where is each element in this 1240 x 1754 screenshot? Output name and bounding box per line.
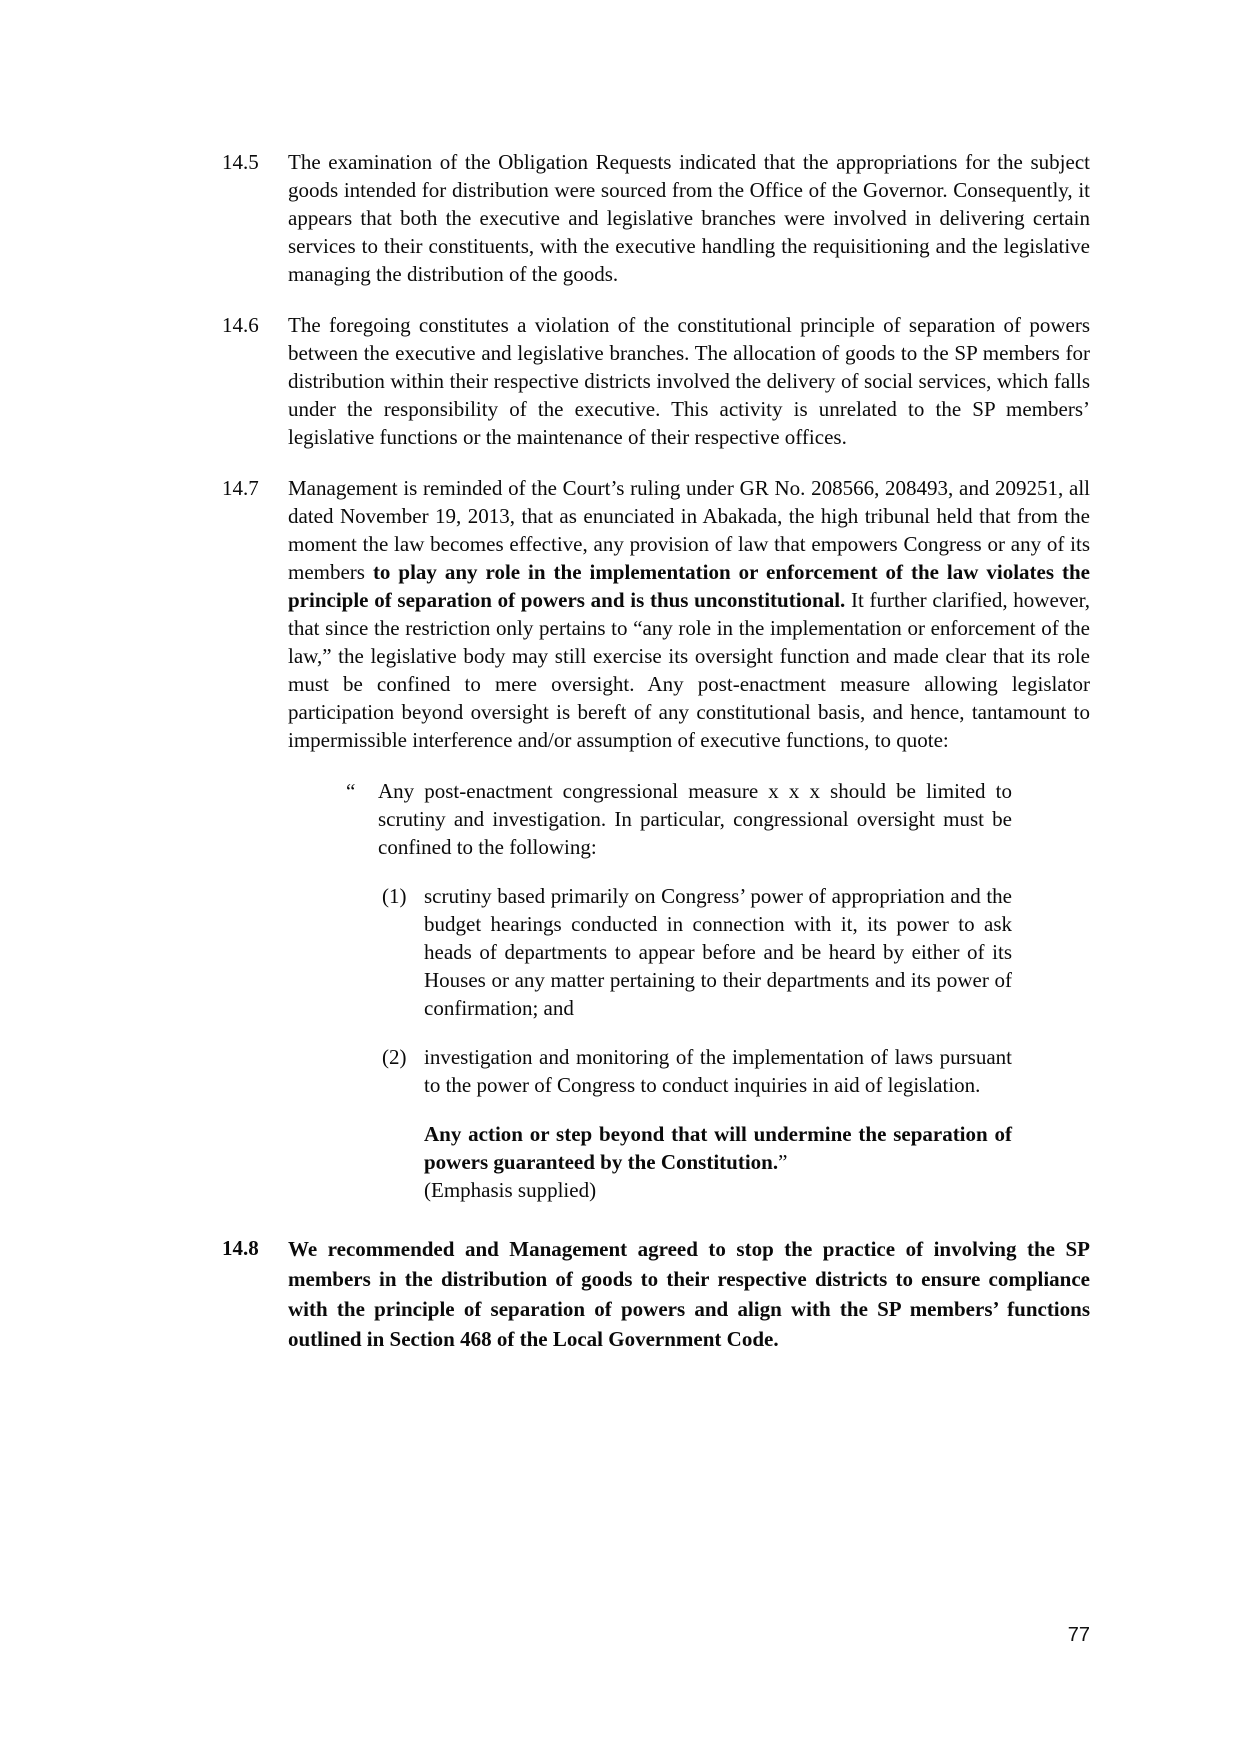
paragraph-number: 14.5 xyxy=(222,150,259,174)
paragraph-number: 14.8 xyxy=(222,1236,259,1260)
list-item-text: scrutiny based primarily on Congress’ power of appropriation and the budget hearings conducted in connection with it, its power to ask heads of departments to appear before and be heard by either of its Houses or any matter pertaining to their departments and its power of confirmation; and xyxy=(424,884,1012,1020)
paragraph-number: 14.6 xyxy=(222,313,259,337)
block-quote-intro-text: Any post-enactment congressional measure x x x should be limited to scrutiny and investigation. In particular, congressional oversight must be confined to the following: xyxy=(378,779,1012,859)
paragraph-14-7 xyxy=(222,474,1090,754)
page-number: 77 xyxy=(1067,1624,1090,1646)
paragraph-number: 14.7 xyxy=(222,476,259,500)
paragraph-text: The examination of the Obligation Requests indicated that the appropriations for the subject goods intended for distribution were sourced from the Office of the Governor. Consequently, it appears that both the executive and legislative branches were involved in delivering certain services to their constituents, with the executive handling the requisitioning and the legislative managing the distribution of the goods. xyxy=(288,150,1090,286)
block-quote-intro xyxy=(346,777,1012,861)
close-quote-mark: ” xyxy=(778,1150,788,1174)
quote-conclusion-bold-text: Any action or step beyond that will undermine the separation of powers guaranteed by the Constitution. xyxy=(424,1122,1012,1174)
emphasis-supplied-note: (Emphasis supplied) xyxy=(424,1178,597,1202)
quote-list-item-1 xyxy=(382,882,1012,1022)
list-item-text: investigation and monitoring of the implementation of laws pursuant to the power of Congress to conduct inquiries in aid of legislation. xyxy=(424,1045,1012,1097)
list-item-marker: (1) xyxy=(382,884,407,908)
list-item-marker: (2) xyxy=(382,1045,407,1069)
quote-list-item-2 xyxy=(382,1043,1012,1099)
paragraph-14-5 xyxy=(222,148,1090,288)
quote-conclusion xyxy=(424,1120,1012,1176)
paragraph-text: The foregoing constitutes a violation of the constitutional principle of separation of powers between the executive and legislative branches. The allocation of goods to the SP members for distribution within their respective districts involved the delivery of social services, which falls under the responsibility of the executive. This activity is unrelated to the SP members’ legislative functions or the maintenance of their respective offices. xyxy=(288,313,1090,449)
paragraph-text-bold-emphasis: to play any role in the implementation or enforcement of the law violates the principle of separation of powers and is thus unconstitutional. xyxy=(288,560,1090,612)
report-body xyxy=(222,148,1090,1377)
paragraph-text-tail: It further clarified, however, that since the restriction only pertains to “any role in the implementation or enforcement of the law,” the legislative body may still exercise its oversight function and made clear that its role must be confined to mere oversight. Any post-enactment measure allowing legislator participation beyond oversight is bereft of any constitutional basis, and hence, tantamount to impermissible interference and/or assumption of executive functions, to quote: xyxy=(288,588,1090,752)
paragraph-14-8-recommendation xyxy=(222,1234,1090,1354)
paragraph-14-6 xyxy=(222,311,1090,451)
paragraph-text xyxy=(288,474,1090,754)
open-quote-mark: “ xyxy=(346,779,356,803)
paragraph-text-lead: Management is reminded of the Court’s ruling under GR No. 208566, 208493, and 209251, all dated November 19, 2013, that as enunciated in Abakada, the high tribunal held that from the moment the law becomes effective, any provision of law that empowers Congress or any of its members xyxy=(288,476,1090,584)
paragraph-text: We recommended and Management agreed to stop the practice of involving the SP members in the distribution of goods to their respective districts to ensure compliance with the principle of separation of powers and align with the SP members’ functions outlined in Section 468 of the Local Government Code. xyxy=(288,1237,1090,1351)
